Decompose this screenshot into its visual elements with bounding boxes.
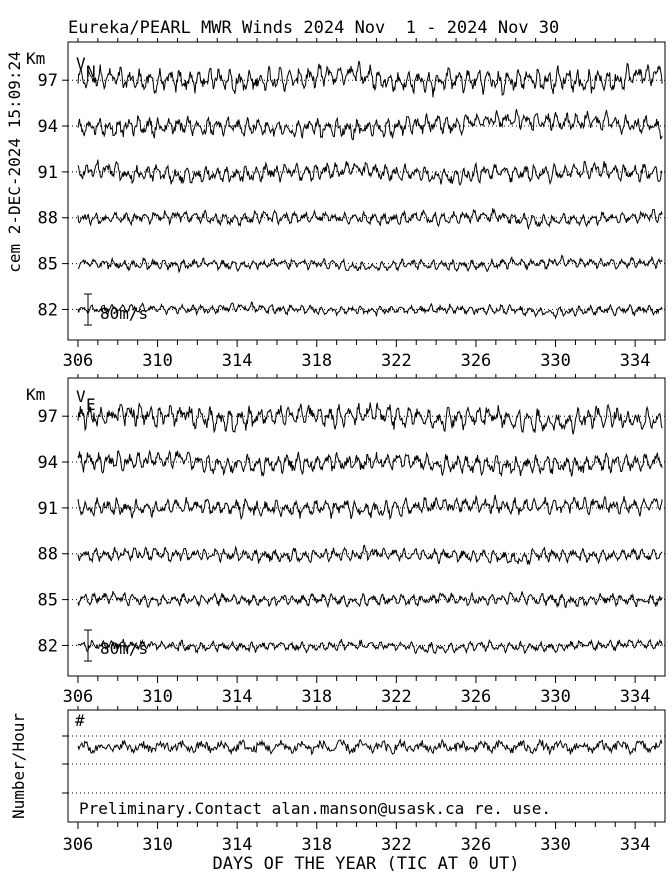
- y-tick-label: 97: [37, 407, 58, 428]
- x-tick-label: 334: [619, 351, 651, 371]
- x-tick-label: 306: [62, 687, 94, 707]
- x-tick-label: 314: [221, 835, 253, 855]
- trace-91km: [78, 495, 662, 519]
- panel-zonal-gridlines: [68, 416, 665, 645]
- x-tick-label: 322: [380, 835, 412, 855]
- x-tick-label: 318: [301, 687, 333, 707]
- trace-82km: [78, 302, 662, 318]
- x-tick-label: 318: [301, 351, 333, 371]
- x-tick-label: 330: [540, 687, 571, 707]
- panel-zonal: [26, 374, 665, 707]
- x-tick-label: 322: [380, 687, 412, 707]
- x-tick-label: 330: [540, 351, 571, 371]
- x-tick-label: 326: [460, 687, 492, 707]
- trace-97km: [78, 61, 662, 97]
- y-tick-label: 91: [37, 162, 58, 183]
- x-tick-label: 306: [62, 835, 94, 855]
- trace-97km: [78, 403, 662, 435]
- panel-meridional-scale-label: 80m/s: [100, 304, 149, 323]
- panel-meridional-symbol: V: [76, 54, 86, 73]
- y-tick-label: 88: [37, 544, 58, 565]
- x-tick-label: 318: [301, 835, 333, 855]
- y-tick-label: 94: [37, 117, 58, 138]
- panel-zonal-y-ticks: [38, 407, 68, 656]
- panel-zonal-scale-label: 80m/s: [100, 639, 149, 658]
- panel-zonal-traces: [78, 403, 662, 654]
- trace-94km: [78, 109, 662, 140]
- y-tick-label: 85: [37, 254, 58, 275]
- panel-zonal-x-ticks: [63, 374, 655, 707]
- y-tick-label: 91: [37, 498, 58, 519]
- count-trace: [78, 740, 662, 755]
- y-tick-label: 97: [37, 71, 58, 92]
- figure-title: Eureka/PEARL MWR Winds 2024 Nov 1 - 2024 Nov 30: [68, 18, 560, 38]
- panel-meridional: [26, 38, 665, 371]
- panel-meridional-frame: [68, 42, 665, 340]
- y-tick-label: 82: [37, 300, 58, 321]
- x-tick-label: 314: [221, 687, 253, 707]
- panel-count-y-ticks: [62, 736, 68, 793]
- trace-85km: [78, 591, 662, 607]
- timestamp-label: cem 2-DEC-2024 15:09:24: [5, 51, 24, 273]
- trace-88km: [78, 545, 662, 564]
- panel-count-note: Preliminary.Contact alan.manson@usask.ca re. use.: [79, 799, 552, 818]
- y-tick-label: 82: [37, 636, 58, 657]
- panel-count-trace: [78, 740, 662, 755]
- panel-zonal-subscript: E: [86, 395, 96, 414]
- panel-meridional-yunit: Km: [26, 49, 46, 68]
- x-tick-label: 334: [619, 687, 651, 707]
- trace-85km: [78, 256, 662, 272]
- panel-count-marker: #: [75, 711, 85, 730]
- x-tick-label: 306: [62, 351, 94, 371]
- trace-91km: [78, 160, 662, 185]
- panel-meridional-subscript: N: [86, 62, 96, 81]
- x-tick-label: 322: [380, 351, 412, 371]
- x-tick-label: 326: [460, 835, 492, 855]
- y-tick-label: 88: [37, 208, 58, 229]
- x-tick-label: 334: [619, 835, 651, 855]
- panel-meridional-y-ticks: [38, 71, 68, 320]
- x-axis-title: DAYS OF THE YEAR (TIC AT 0 UT): [212, 854, 520, 874]
- panel-count: [9, 706, 665, 855]
- x-tick-label: 326: [460, 351, 492, 371]
- y-tick-label: 85: [37, 590, 58, 611]
- x-tick-label: 310: [142, 351, 173, 371]
- x-tick-label: 310: [142, 687, 173, 707]
- x-tick-label: 310: [142, 835, 173, 855]
- trace-94km: [78, 451, 662, 477]
- panel-meridional-x-ticks: [63, 38, 655, 371]
- x-tick-label: 314: [221, 351, 253, 371]
- panel-count-ylabel: Number/Hour: [9, 713, 28, 819]
- trace-88km: [78, 208, 662, 228]
- panel-zonal-symbol: V: [76, 387, 86, 406]
- panel-zonal-yunit: Km: [26, 385, 46, 404]
- trace-82km: [78, 639, 662, 653]
- x-tick-label: 330: [540, 835, 571, 855]
- panel-meridional-traces: [78, 61, 662, 318]
- panel-count-x-ticks: [63, 706, 655, 855]
- y-tick-label: 94: [37, 453, 58, 474]
